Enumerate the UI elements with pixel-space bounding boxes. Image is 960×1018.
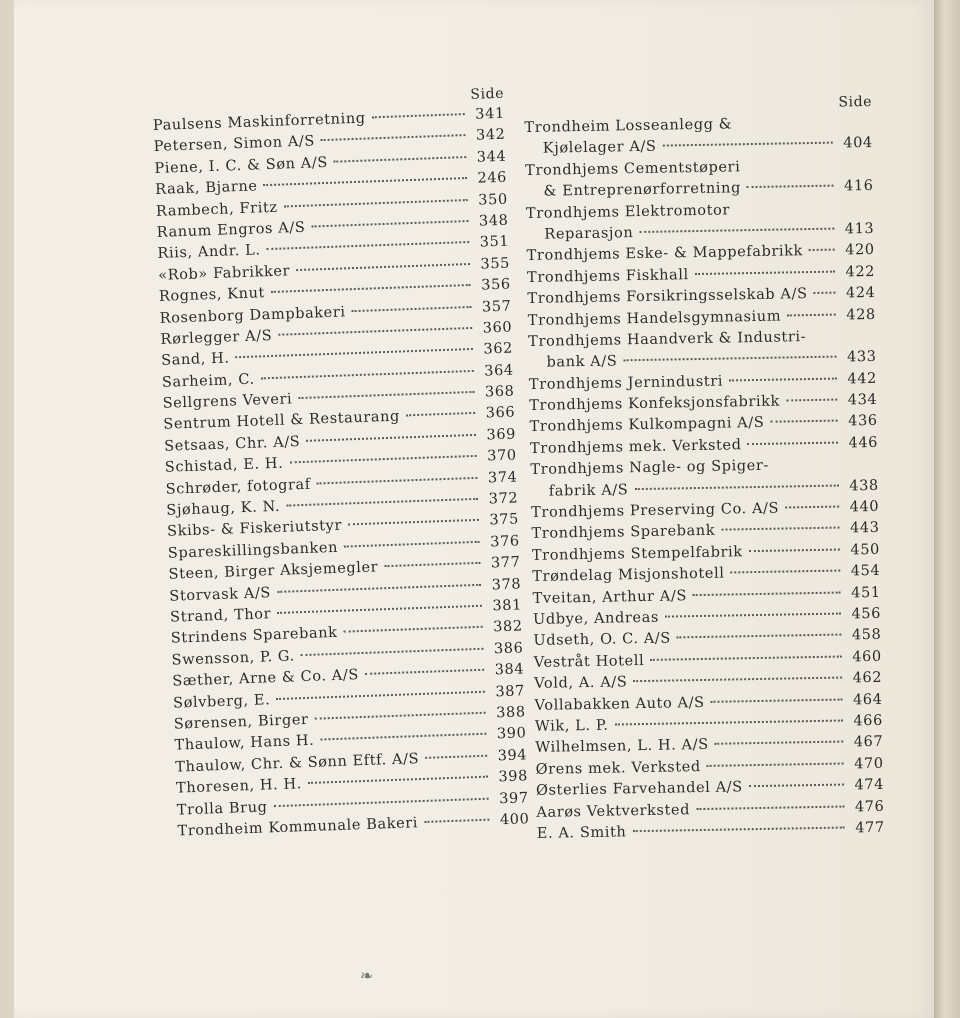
- entry-page-number: 460: [852, 648, 882, 666]
- dot-leader: [276, 690, 485, 699]
- entry-page-number: 378: [491, 576, 522, 594]
- dot-leader: [352, 305, 472, 311]
- entry-name: Østerlies Farvehandel A/S: [535, 779, 743, 800]
- dot-leader: [747, 185, 834, 189]
- dot-leader: [365, 669, 484, 675]
- entry-name: Paulsens Maskinforretning: [152, 110, 366, 134]
- entry-page-number: 464: [852, 691, 883, 708]
- dot-leader: [273, 797, 488, 807]
- entry-page-number: 456: [851, 605, 882, 623]
- entry-page-number: 467: [853, 734, 884, 751]
- entry-page-number: 440: [849, 498, 880, 516]
- entry-page-number: 374: [487, 469, 518, 487]
- entry-page-number: 400: [499, 811, 530, 829]
- entry-page-number: 446: [848, 434, 879, 452]
- dot-leader: [296, 263, 470, 271]
- side-column-header: Side: [470, 85, 505, 103]
- entry-name: Trøndelag Misjonshotell: [532, 565, 725, 586]
- entry-name: Thaulow, Chr. & Sønn Eftf. A/S: [175, 750, 420, 776]
- dot-leader: [814, 292, 836, 294]
- entry-page-number: 362: [483, 340, 514, 358]
- entry-name: & Entreprenørforretning: [543, 180, 742, 200]
- page-ornament: ❧: [360, 966, 374, 985]
- entry-page-number: 390: [496, 725, 527, 743]
- entry-name: Strand, Thor: [169, 606, 272, 626]
- dot-leader: [425, 754, 487, 758]
- dot-leader: [785, 506, 839, 509]
- dot-leader: [721, 527, 839, 531]
- dot-leader: [650, 655, 842, 660]
- entry-name: Rosenborg Dampbakeri: [159, 303, 346, 327]
- index-entries-left: [153, 104, 530, 843]
- entry-page-number: 450: [850, 541, 881, 559]
- dot-leader: [748, 441, 839, 445]
- entry-name: Schrøder, fotograf: [165, 476, 312, 498]
- dot-leader: [639, 228, 834, 233]
- dot-leader: [334, 156, 467, 163]
- entry-page-number: 436: [848, 413, 878, 430]
- entry-page-number: [840, 211, 874, 212]
- entry-page-number: 366: [485, 404, 516, 423]
- dot-leader: [314, 712, 485, 720]
- dot-leader: [263, 177, 467, 186]
- dot-leader: [384, 562, 480, 567]
- entry-page-number: 466: [853, 712, 884, 730]
- entry-name: Trondhjems Cementstøperi: [525, 159, 741, 179]
- entry-page-number: 376: [489, 533, 520, 551]
- entry-page-number: 377: [490, 554, 521, 572]
- entry-page-number: 388: [495, 704, 526, 722]
- entry-page-number: 369: [486, 426, 517, 444]
- entry-name: Ranum Engros A/S: [156, 219, 306, 241]
- dot-leader: [623, 356, 836, 362]
- entry-page-number: 474: [854, 776, 885, 794]
- entry-name: Vold, A. A/S: [534, 674, 628, 693]
- entry-name: Setsaas, Chr. A/S: [163, 433, 301, 455]
- entry-page-number: 413: [844, 220, 875, 238]
- entry-name: Udseth, O. C. A/S: [533, 630, 672, 650]
- entry-name: Rognes, Knut: [158, 285, 266, 305]
- entry-name: Tveitan, Arthur A/S: [532, 587, 688, 607]
- entry-page-number: 462: [852, 669, 883, 687]
- entry-name: Trondheim Kommunale Bakeri: [177, 815, 419, 840]
- entry-name: Trondhjems Sparebank: [531, 523, 716, 543]
- entry-name: Schistad, E. H.: [164, 455, 284, 477]
- dot-leader: [284, 199, 468, 207]
- dot-leader: [311, 220, 468, 227]
- entry-page-number: 351: [479, 233, 510, 251]
- dot-leader: [711, 698, 843, 702]
- entry-page-number: 416: [843, 178, 874, 195]
- entry-name: Sølvberg, E.: [172, 691, 271, 712]
- dot-leader: [730, 570, 840, 574]
- entry-name: Wik, L. P.: [534, 717, 609, 735]
- entry-page-number: 477: [855, 819, 885, 837]
- entry-page-number: 424: [845, 285, 876, 302]
- dot-leader: [633, 677, 842, 683]
- entry-name: Vestråt Hotell: [533, 652, 645, 671]
- dot-leader: [277, 583, 481, 592]
- dot-leader: [271, 284, 471, 293]
- dot-leader: [693, 591, 841, 596]
- dot-leader: [286, 498, 478, 507]
- entry-name: Sellgrens Veveri: [162, 391, 293, 412]
- index-column-right: [524, 94, 885, 845]
- entry-name: Trondhjems Kulkompagni A/S: [529, 415, 765, 436]
- dot-leader: [236, 348, 473, 358]
- entry-page-number: 382: [492, 618, 523, 636]
- entry-page-number: 428: [846, 306, 876, 323]
- entry-name: Wilhelmsen, L. H. A/S: [535, 737, 709, 757]
- entry-page-number: 344: [476, 148, 507, 166]
- entry-name: Piene, I. C. & Søn A/S: [154, 154, 329, 177]
- dot-leader: [344, 541, 480, 548]
- dot-leader: [634, 484, 838, 490]
- entry-page-number: [844, 468, 878, 469]
- dot-leader: [729, 377, 837, 381]
- entry-page-number: 398: [498, 768, 529, 786]
- entry-name: Steen, Birger Aksjemegler: [168, 559, 379, 583]
- entry-page-number: 404: [843, 135, 873, 152]
- dot-leader: [696, 805, 844, 810]
- entry-name: fabrik A/S: [548, 481, 629, 500]
- dot-leader: [317, 477, 478, 485]
- entry-name: Trondhjems Preserving Co. A/S: [531, 500, 780, 521]
- dot-leader: [695, 270, 835, 274]
- dot-leader: [632, 826, 844, 832]
- dot-leader: [261, 370, 474, 379]
- entry-page-number: 394: [497, 747, 528, 765]
- entry-page-number: 370: [486, 447, 517, 465]
- entry-page-number: 348: [478, 212, 509, 230]
- entry-name: Sjøhaug, K. N.: [166, 498, 281, 519]
- entry-page-number: 454: [850, 563, 881, 580]
- entry-name: Strindens Sparebank: [170, 625, 338, 648]
- entry-page-number: 375: [489, 511, 520, 529]
- dot-leader: [278, 327, 472, 336]
- entry-name: Trondheim Losseanlegg &: [524, 116, 733, 136]
- dot-leader: [707, 762, 844, 766]
- entry-page-number: 368: [484, 383, 515, 401]
- dot-leader: [266, 241, 469, 250]
- entry-name: E. A. Smith: [536, 824, 627, 842]
- entry-page-number: [842, 340, 876, 341]
- entry-name: Trondhjems Elektromotor: [525, 201, 731, 222]
- entry-page-number: 355: [480, 255, 511, 273]
- entry-name: Trondhjems Forsikringsselskab A/S: [527, 286, 808, 308]
- entry-page-number: 433: [846, 349, 877, 366]
- entry-name: Thoresen, H. H.: [175, 776, 303, 797]
- dot-leader: [289, 455, 476, 464]
- entry-name: Petersen, Simon A/S: [153, 133, 316, 156]
- entry-name: «Rob» Fabrikker: [157, 263, 291, 284]
- entry-name: Sentrum Hotell & Restaurang: [163, 409, 401, 434]
- entry-page-number: [839, 126, 873, 127]
- entry-name: Vollabakken Auto A/S: [534, 694, 705, 714]
- entry-name: Sand, H.: [160, 350, 230, 370]
- dot-leader: [677, 634, 842, 639]
- dot-leader: [372, 113, 465, 118]
- dot-leader: [308, 776, 488, 784]
- entry-name: Spareskillingsbanken: [167, 539, 339, 562]
- dot-leader: [665, 613, 841, 618]
- dot-leader: [320, 733, 486, 741]
- entry-page-number: 422: [845, 263, 876, 281]
- entry-name: Trondhjems Fiskhall: [526, 266, 689, 286]
- entry-page-number: 356: [480, 276, 512, 294]
- dot-leader: [301, 648, 484, 656]
- entry-page-number: 386: [493, 640, 524, 658]
- entry-page-number: 384: [494, 661, 525, 679]
- dot-leader: [406, 412, 475, 416]
- dot-leader: [749, 548, 840, 552]
- entry-name: Ørens mek. Verksted: [535, 758, 701, 778]
- dot-leader: [321, 134, 466, 141]
- dot-leader: [298, 391, 474, 399]
- entry-page-number: 246: [477, 169, 508, 187]
- entry-page-number: 443: [849, 520, 880, 537]
- dot-leader: [277, 605, 482, 614]
- entry-name: Sørensen, Birger: [173, 711, 309, 733]
- entry-page-number: [839, 169, 873, 170]
- entry-name: bank A/S: [546, 353, 618, 371]
- dot-leader: [787, 313, 836, 316]
- entry-page-number: 438: [849, 477, 879, 495]
- entry-name: Thaulow, Hans H.: [174, 733, 315, 754]
- dot-leader: [614, 719, 842, 725]
- dot-leader: [809, 249, 835, 251]
- entry-name: Storvask A/S: [169, 584, 272, 605]
- entry-page-number: 381: [492, 597, 523, 615]
- entry-name: Reparasjon: [544, 225, 634, 243]
- entry-page-number: 342: [475, 127, 506, 145]
- dot-leader: [770, 420, 837, 423]
- entry-name: Udbye, Andreas: [532, 609, 660, 628]
- entry-name: Sarheim, C.: [161, 371, 255, 391]
- entry-name: Trondhjems Jernindustri: [528, 373, 724, 393]
- dot-leader: [306, 434, 476, 442]
- dot-leader: [662, 142, 832, 147]
- entry-name: Swensson, P. G.: [171, 648, 296, 669]
- entry-page-number: 458: [851, 627, 882, 644]
- entry-page-number: 434: [847, 391, 878, 409]
- dot-leader: [786, 399, 837, 402]
- dot-leader: [715, 741, 844, 745]
- entry-name: Trondhjems Haandverk & Industri-: [528, 329, 807, 350]
- entry-name: Riis, Andr. L.: [157, 242, 261, 263]
- entry-page-number: 387: [495, 682, 526, 700]
- entry-name: Trondhjems Stempelfabrik: [531, 544, 743, 564]
- entry-name: Skibs- & Fiskeriutstyr: [166, 518, 343, 541]
- entry-page-number: 420: [845, 242, 875, 259]
- entry-page-number: 476: [854, 798, 885, 815]
- dot-leader: [424, 819, 489, 823]
- entry-name: Rørlegger A/S: [160, 327, 273, 348]
- entry-page-number: 397: [498, 789, 529, 807]
- entry-page-number: 364: [483, 362, 515, 380]
- entry-name: Trolla Brug: [176, 798, 268, 819]
- entry-page-number: 357: [481, 298, 512, 316]
- entry-name: Aarøs Vektverksted: [536, 801, 691, 821]
- book-edge: [934, 0, 960, 1018]
- entry-name: Trondhjems Nagle- og Spiger-: [530, 458, 770, 479]
- index-entries-right: [524, 112, 885, 845]
- dot-leader: [343, 626, 482, 633]
- entry-name: Trondhjems Eske- & Mappefabrikk: [526, 243, 804, 265]
- entry-name: Kjølelager A/S: [542, 139, 657, 158]
- entry-page-number: 470: [854, 755, 884, 773]
- dot-leader: [749, 784, 844, 788]
- entry-name: Trondhjems mek. Verksted: [529, 437, 742, 457]
- index-column-left: [152, 86, 530, 843]
- entry-page-number: 442: [847, 370, 878, 388]
- entry-name: Sæther, Arne & Co. A/S: [172, 667, 360, 690]
- side-column-header: Side: [838, 93, 873, 111]
- entry-page-number: 451: [851, 584, 881, 601]
- entry-page-number: 372: [488, 490, 519, 508]
- entry-name: Rambech, Fritz: [155, 199, 278, 220]
- entry-page-number: 341: [475, 105, 506, 123]
- entry-page-number: 350: [478, 191, 509, 209]
- entry-name: Raak, Bjarne: [154, 178, 258, 199]
- entry-name: Trondhjems Handelsgymnasium: [527, 308, 782, 329]
- entry-page-number: 360: [482, 319, 513, 337]
- dot-leader: [348, 519, 479, 526]
- entry-name: Trondhjems Konfeksjonsfabrikk: [529, 393, 781, 415]
